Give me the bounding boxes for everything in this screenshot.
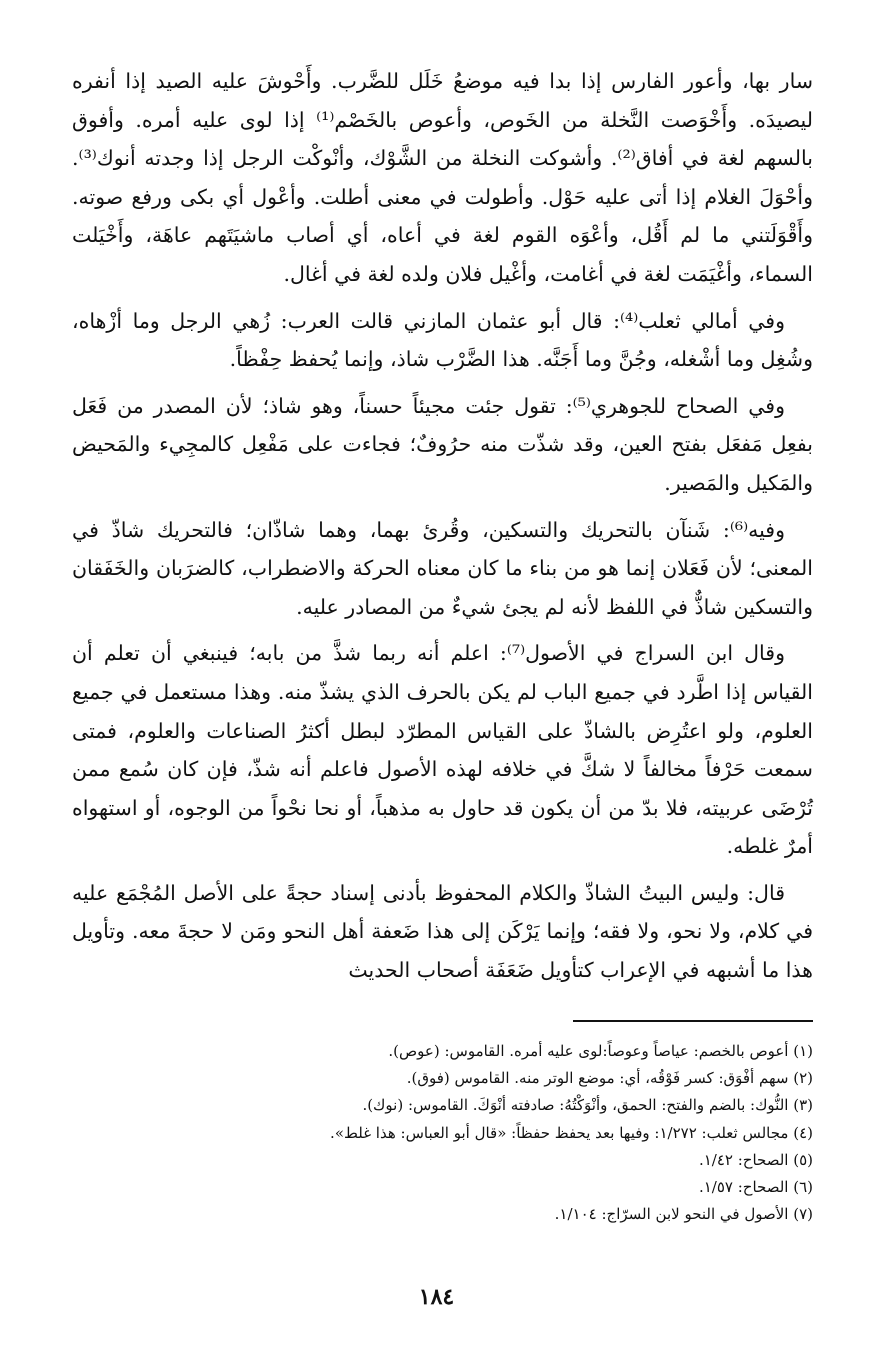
paragraph: وفيه⁽⁶⁾: شَنآن بالتحريك والتسكين، وقُرئ بهما، وهما شاذّان؛ فالتحريك شاذّ في المعنى؛ لأن فَعَلان إنما هو من بناء ما كان معناه الحركة والاضطراب، كالضرَبان والخَفَقان والتسكين شاذٌّ في اللفظ لأنه لم يجئ شيءٌ من المصادر عليه. bbox=[72, 517, 813, 619]
footnote: (١) أعوص بالخصم: عياصاً وعوصاً:لوى عليه أمره. القاموس: (عوص). bbox=[388, 1042, 813, 1060]
paragraph: وفي أمالي ثعلب⁽⁴⁾: قال أبو عثمان المازني قالت العرب: زُهي الرجل وما أزْهاه، وشُغِل وما أشْغله، وجُنَّ وما أَجَنَّه. هذا الضَّرْب شاذ، وإنما يُحفظ حِفْظاً. bbox=[72, 308, 813, 372]
paragraph: سار بها، وأعور الفارس إذا بدا فيه موضعُ خَلَل للضَّرب. وأَحْوشَ عليه الصيد إذا أنفره ليصيدَه. وأَخْوَصت النَّخلة من الخَوص، وأعوص بالخَصْم⁽¹⁾ إذا لوى عليه أمره. وأفوق بالسهم لغة في أفاق⁽²⁾. وأشوكت النخلة من الشَّوْك، وأنْوكْت الرجل إذا وجدته أنوك⁽³⁾. وأحْوَلَ الغلام إذا أتى عليه حَوْل. وأطولت في معنى أطلت. وأعْول أي بكى ورفع صوته. وأَقْوَلَتني ما لم أَقُل، وأعْوَه القوم لغة في أعاه، أي أصاب ماشيَتَهم عاهَة، وأَخْيَلت السماء، وأغْيَمَت لغة في أغامت، وأغْيل فلان ولده لغة في أغال. bbox=[72, 69, 813, 286]
main-text bbox=[72, 62, 813, 998]
footnote: (٦) الصحاح: ١/٥٧. bbox=[698, 1178, 813, 1197]
paragraph: وقال ابن السراج في الأصول⁽⁷⁾: اعلم أنه ربما شذَّ من بابه؛ فينبغي أن تعلم أن القياس إذا اطَّرد في جميع الباب لم يكن بالحرف الذي يشذّ منه. وهذا مستعمل في جميع العلوم، ولو اعتُرِض بالشاذّ على القياس المطرّد لبطل أكثرُ الصناعات والعلوم، فمتى سمعت حَرْفاً مخالفاً لا شكَّ في خلافه لهذه الأصول فاعلم أنه شذّ، فإن كان سُمع ممن تُرْضَى عربيته، فلا بدّ من أن يكون قد حاول به مذهباً، أو نحا نحْواً من الوجوه، أو استهواه أمرٌ غلطه. bbox=[72, 641, 813, 859]
paragraph: وفي الصحاح للجوهري⁽⁵⁾: تقول جئت مجيئاً حسناً، وهو شاذ؛ لأن المصدر من فَعَل بفعِل مَفعَل بفتح العين، وقد شذّت منه حرُوفٌ؛ فجاءت على مَفْعِل كالمجِيء والمَحيض والمَكيل والمَصير. bbox=[72, 393, 813, 495]
footnote: (٢) سهم أفْوَق: كسر فَوْقُه، أي: موضع الوتر منه. القاموس (فوق). bbox=[406, 1069, 813, 1088]
footnotes bbox=[72, 1038, 813, 1228]
footnote: (٤) مجالس ثعلب: ١/٢٧٢: وفيها بعد يحفظ حفظاً: «قال أبو العباس: هذا غلط». bbox=[330, 1123, 813, 1142]
footnote: (٧) الأصول في النحو لابن السرّاج: ١/١٠٤. bbox=[554, 1205, 813, 1224]
page-number: ١٨٤ bbox=[418, 1284, 455, 1310]
footnote: (٣) النُّوك: بالضم والفتح: الحمق، وأنْوَكْتُهُ: صادفته أنْوَكَ. القاموس: (نوك). bbox=[362, 1096, 813, 1115]
footnote-separator bbox=[573, 1020, 813, 1022]
paragraph: قال: وليس البيتُ الشاذّ والكلام المحفوظ بأدنى إسناد حجةً على الأصل المُجْمَع عليه في كلام، ولا نحو، ولا فقه؛ وإنما يَرْكَن إلى هذا ضَعفة أهل النحو ومَن لا حجةَ معه. وتأويل هذا ما أشبهه في الإعراب كتأويل ضَعَفَة أصحاب الحديث bbox=[72, 880, 813, 983]
footnote: (٥) الصحاح: ١/٤٢. bbox=[698, 1150, 813, 1169]
